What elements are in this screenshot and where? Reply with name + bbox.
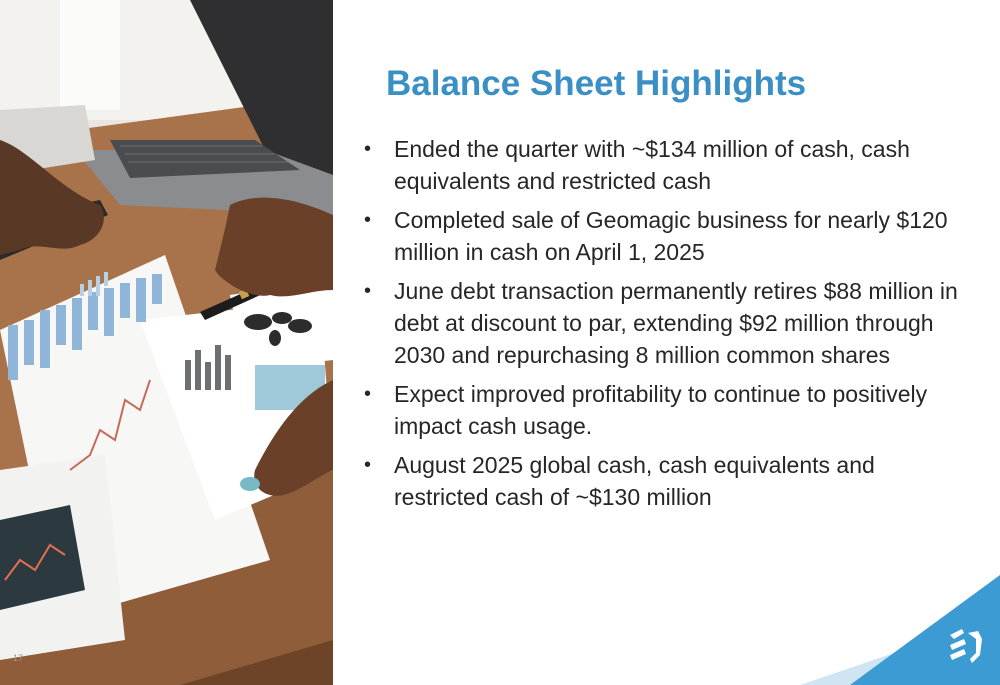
bullet-text: Ended the quarter with ~$134 million of cash, cash equivalents and restricted cash: [394, 136, 910, 194]
bullet-marker: •: [364, 280, 372, 302]
slide-title: Balance Sheet Highlights: [386, 64, 807, 103]
bullet-list: [360, 133, 972, 520]
list-item: [360, 275, 972, 371]
bullet-marker: •: [364, 383, 372, 405]
list-item: [360, 204, 972, 268]
business-desk-photo: [0, 0, 333, 685]
bullet-marker: •: [364, 454, 372, 476]
bullet-marker: •: [364, 138, 372, 160]
list-item: [360, 449, 972, 513]
page-number: 17: [13, 653, 24, 663]
bullet-text: Completed sale of Geomagic business for nearly $120 million in cash on April 1, 2025: [394, 207, 948, 265]
3d-systems-logo: [944, 625, 988, 669]
bullet-text: June debt transaction permanently retires $88 million in debt at discount to par, extending $92 million through 2030 and repurchasing 8 million common shares: [394, 278, 958, 368]
bullet-text: Expect improved profitability to continue to positively impact cash usage.: [394, 381, 928, 439]
bullet-text: August 2025 global cash, cash equivalents and restricted cash of ~$130 million: [394, 452, 875, 510]
bullet-marker: •: [364, 209, 372, 231]
list-item: [360, 133, 972, 197]
list-item: [360, 378, 972, 442]
